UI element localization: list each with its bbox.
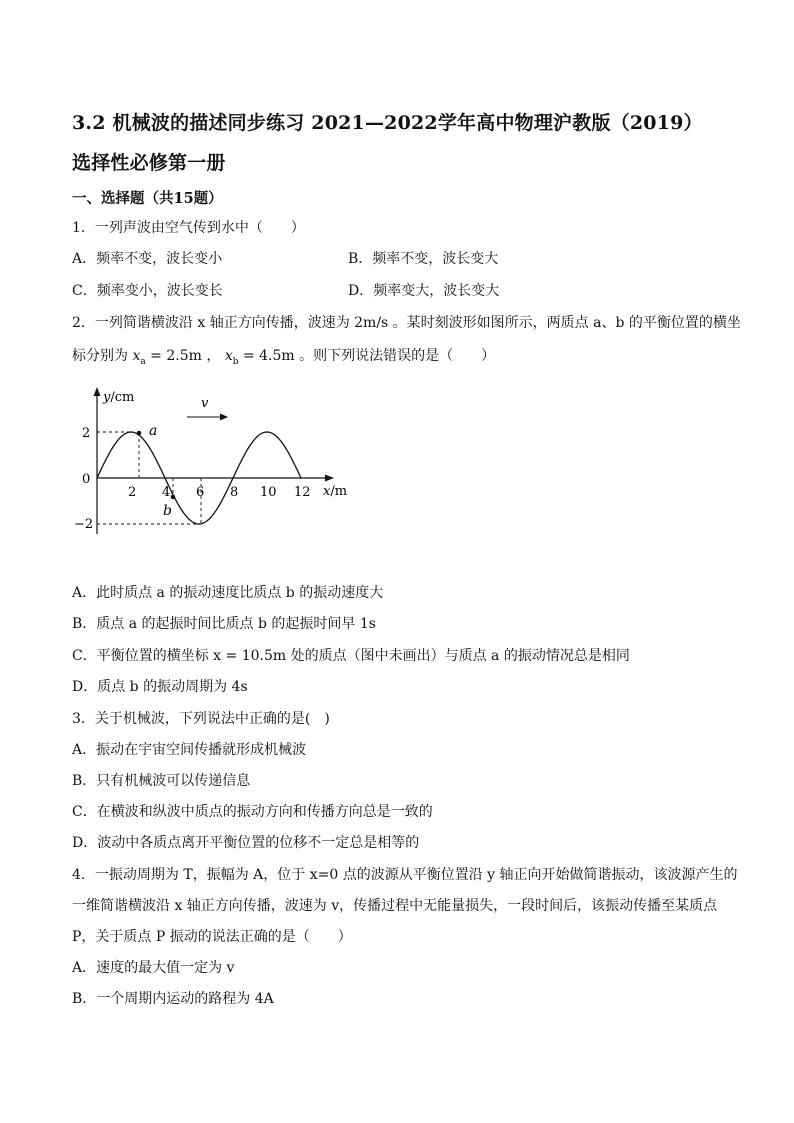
x-axis-label: x/m	[323, 484, 348, 499]
point-a-dot	[137, 431, 142, 436]
xa-symbol: x	[132, 348, 141, 364]
y-tick-neg2: −2	[74, 517, 94, 532]
section-heading: 一、选择题（共15题）	[72, 190, 223, 207]
xb-value: = 4.5m 。则下列说法错误的是（ ）	[238, 348, 496, 364]
point-b-label: b	[163, 503, 172, 519]
q2-stem-line-2	[72, 345, 495, 367]
point-a-label: a	[149, 423, 158, 439]
x-axis-arrow	[325, 475, 334, 482]
x-tick-8: 8	[230, 485, 239, 500]
q2-stem-prefix: 标分别为	[72, 348, 133, 364]
y-tick-0: 0	[82, 472, 91, 487]
q3-option-a: A．振动在宇宙空间传播就形成机械波	[72, 742, 307, 758]
q1-option-c: C．频率变小，波长变长	[72, 283, 223, 299]
q3-option-d: D．波动中各质点离开平衡位置的位移不一定总是相等的	[72, 835, 420, 851]
point-b-dot	[171, 495, 176, 500]
q4-option-a: A．速度的最大值一定为 v	[72, 960, 235, 976]
wave-graph	[72, 384, 372, 544]
q2-option-a: A．此时质点 a 的振动速度比质点 b 的振动速度大	[72, 585, 384, 601]
q4-stem-line-2: 一维简谐横波沿 x 轴正方向传播，波速为 v，传播过程中无能量损失，一段时间后，该振动传播至某质点	[72, 898, 718, 914]
q2-stem-line-1: 2．一列简谐横波沿 x 轴正方向传播，波速为 2m/s 。某时刻波形如图所示，两质点 a、b 的平衡位置的横坐	[72, 315, 741, 331]
q4-option-b: B．一个周期内运动的路程为 4A	[72, 991, 274, 1007]
q2-option-c: C．平衡位置的横坐标 x = 10.5m 处的质点（图中未画出）与质点 a 的振动情况总是相同	[72, 648, 630, 664]
velocity-arrowhead	[220, 414, 228, 421]
q3-option-b: B．只有机械波可以传递信息	[72, 773, 251, 789]
q1-option-b: B．频率不变，波长变大	[348, 251, 499, 267]
q4-stem-line-1: 4．一振动周期为 T，振幅为 A，位于 x=0 点的波源从平衡位置沿 y 轴正向开始做简谐振动，该波源产生的	[72, 867, 738, 883]
wave-figure	[72, 384, 372, 544]
title-line-1: 3.2 机械波的描述同步练习 2021—2022学年高中物理沪教版（2019）	[72, 112, 703, 134]
xa-value: = 2.5m ，	[145, 348, 221, 364]
q3-option-c: C．在横波和纵波中质点的振动方向和传播方向总是一致的	[72, 804, 433, 820]
x-tick-6: 6	[196, 485, 205, 500]
q1-stem: 1．一列声波由空气传到水中（ ）	[72, 220, 305, 236]
xb-symbol: x	[224, 348, 233, 364]
velocity-label: v	[201, 396, 209, 411]
x-tick-2: 2	[128, 485, 137, 500]
q2-option-d: D．质点 b 的振动周期为 4s	[72, 679, 248, 695]
y-axis-arrow	[94, 387, 101, 396]
xb-subscript: b	[232, 356, 239, 367]
x-tick-10: 10	[260, 485, 277, 500]
q1-option-a: A．频率不变，波长变小	[72, 251, 223, 267]
title-line-2: 选择性必修第一册	[72, 152, 226, 174]
y-tick-2: 2	[82, 426, 91, 441]
q1-option-d: D．频率变大，波长变大	[348, 283, 500, 299]
x-tick-4: 4	[162, 485, 171, 500]
y-axis-label: y/cm	[103, 390, 135, 405]
xa-subscript: a	[140, 356, 146, 367]
document-title	[72, 103, 732, 183]
q4-stem-line-3: P，关于质点 P 振动的说法正确的是（ ）	[72, 929, 352, 945]
q2-option-b: B．质点 a 的起振时间比质点 b 的起振时间早 1s	[72, 616, 376, 632]
q3-stem: 3．关于机械波，下列说法中正确的是( )	[72, 711, 330, 727]
x-tick-12: 12	[294, 485, 311, 500]
